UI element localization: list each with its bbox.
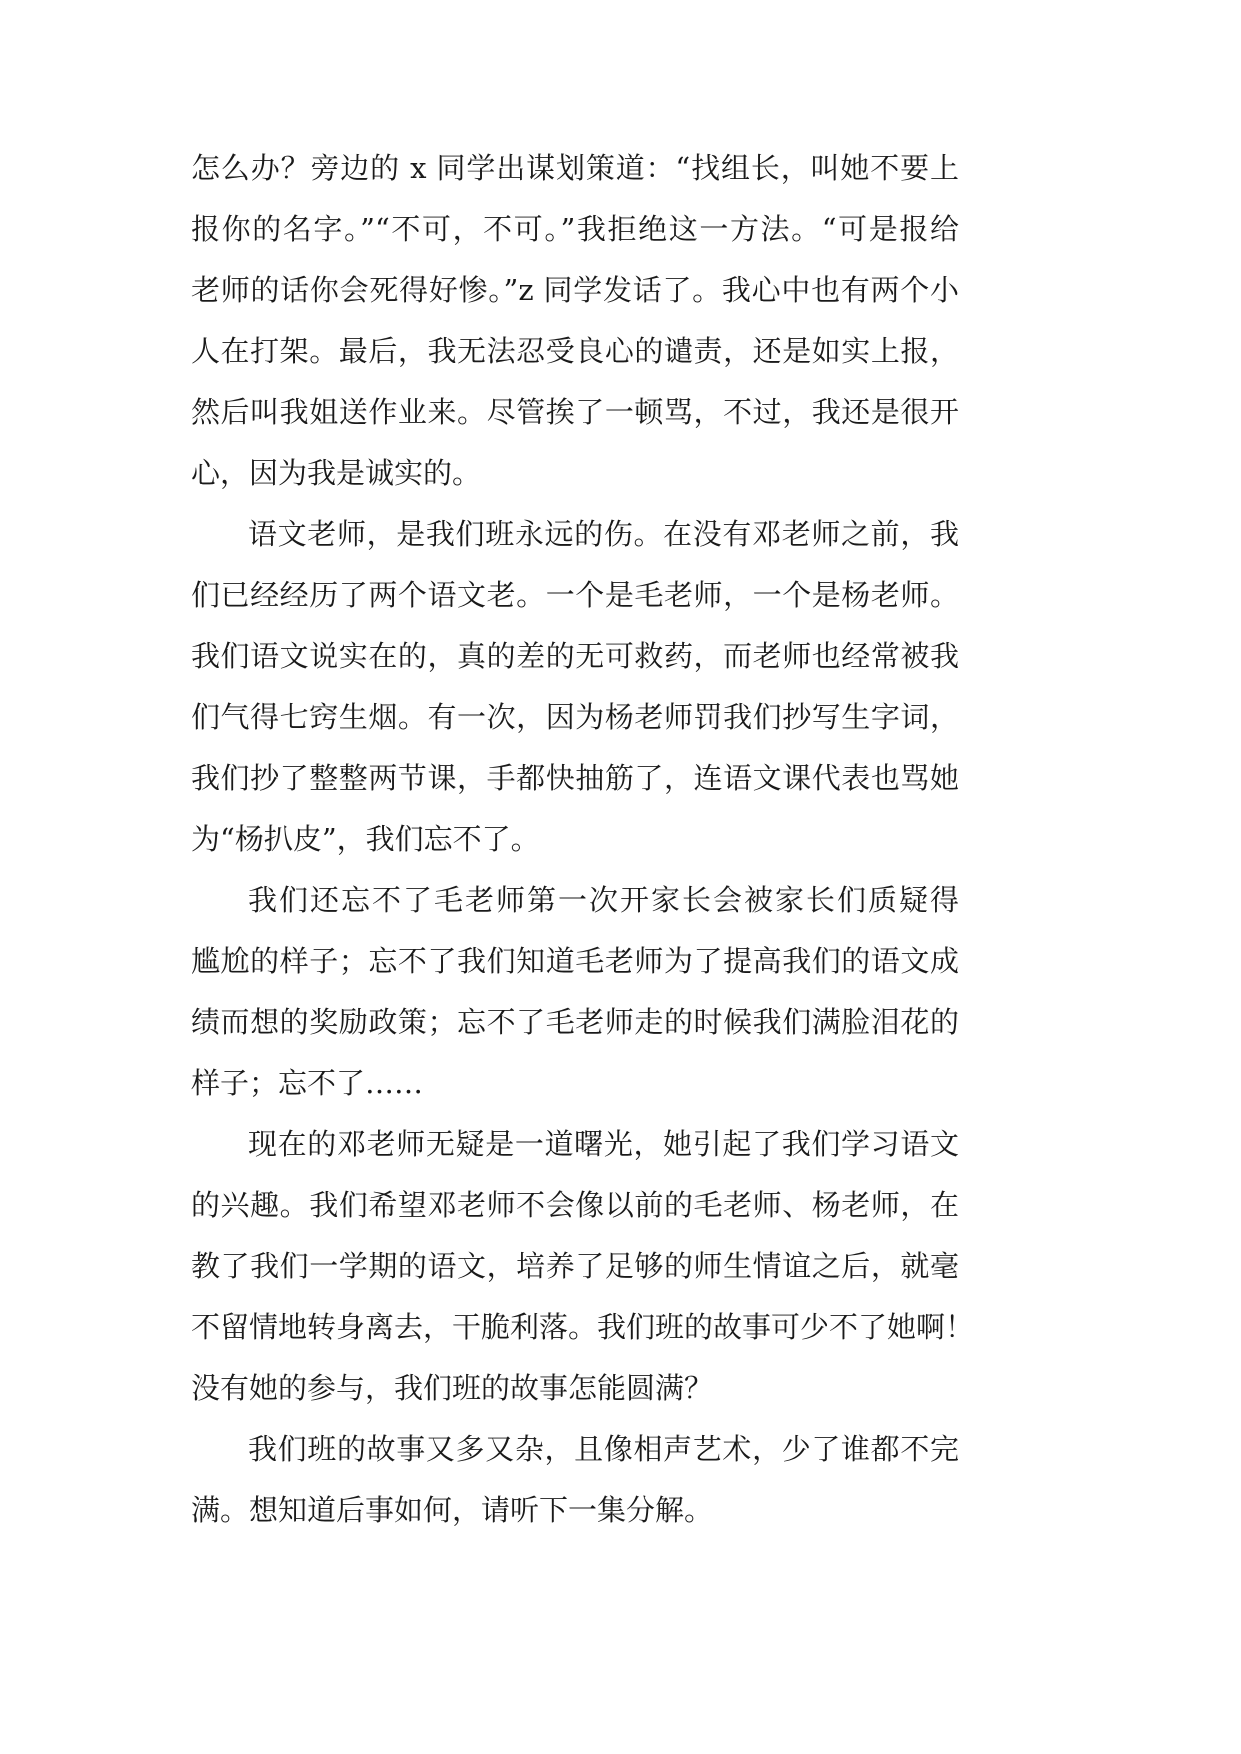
text-line: 尴尬的样子；忘不了我们知道毛老师为了提高我们的语文成 — [191, 944, 959, 978]
text-line: 人在打架。最后，我无法忍受良心的谴责，还是如实上报， — [191, 334, 959, 368]
text-line: 绩而想的奖励政策；忘不了毛老师走的时候我们满脸泪花的 — [191, 1005, 959, 1039]
text-line: 没有她的参与，我们班的故事怎能圆满？ — [191, 1371, 714, 1405]
paragraph-first-line: 我们班的故事又多又杂，且像相声艺术，少了谁都不完 — [248, 1432, 959, 1466]
text-line: 然后叫我姐送作业来。尽管挨了一顿骂，不过，我还是很开 — [191, 395, 959, 429]
text-line: 的兴趣。我们希望邓老师不会像以前的毛老师、杨老师，在 — [191, 1188, 959, 1222]
text-line: 满。想知道后事如何，请听下一集分解。 — [191, 1493, 714, 1527]
text-line: 心，因为我是诚实的。 — [191, 456, 482, 490]
text-line: 为“杨扒皮”，我们忘不了。 — [191, 822, 540, 856]
text-line: 样子；忘不了…… — [191, 1066, 424, 1100]
paragraph-first-line: 我们还忘不了毛老师第一次开家长会被家长们质疑得 — [248, 883, 959, 917]
text-line: 我们语文说实在的，真的差的无可救药，而老师也经常被我 — [191, 639, 959, 673]
text-line: 们已经经历了两个语文老。一个是毛老师，一个是杨老师。 — [191, 578, 959, 612]
text-line: 老师的话你会死得好惨。”z 同学发话了。我心中也有两个小 — [191, 273, 959, 307]
paragraph-first-line: 语文老师，是我们班永远的伤。在没有邓老师之前，我 — [248, 517, 959, 551]
paragraph-first-line: 现在的邓老师无疑是一道曙光，她引起了我们学习语文 — [248, 1127, 959, 1161]
text-line: 怎么办？旁边的 x 同学出谋划策道：“找组长，叫她不要上 — [191, 151, 959, 185]
text-line: 我们抄了整整两节课，手都快抽筋了，连语文课代表也骂她 — [191, 761, 959, 795]
text-line: 报你的名字。”“不可，不可。”我拒绝这一方法。“可是报给 — [191, 212, 959, 246]
text-line: 不留情地转身离去，干脆利落。我们班的故事可少不了她啊！ — [191, 1310, 975, 1344]
text-line: 们气得七窍生烟。有一次，因为杨老师罚我们抄写生字词， — [191, 700, 959, 734]
text-line: 教了我们一学期的语文，培养了足够的师生情谊之后，就毫 — [191, 1249, 959, 1283]
